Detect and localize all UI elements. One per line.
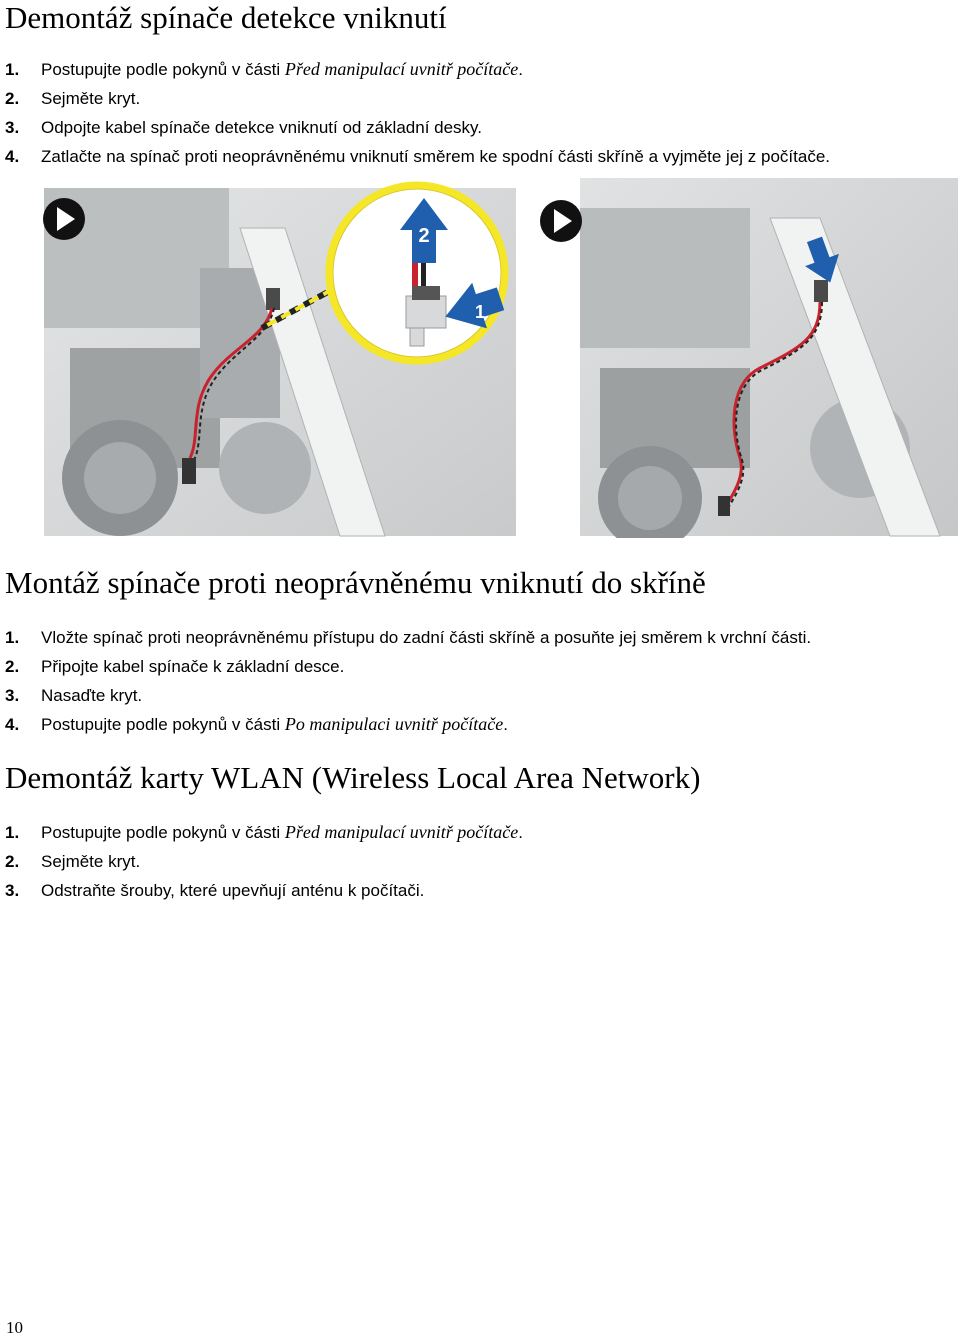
step-number: 1. xyxy=(5,60,20,79)
step-reference: Po manipulaci uvnitř počítače xyxy=(284,714,504,734)
step-text: Sejměte kryt. xyxy=(41,852,141,871)
section1-steps xyxy=(5,55,830,171)
step-text-end: . xyxy=(503,715,509,734)
step-text: Nasaďte kryt. xyxy=(41,686,143,705)
list-item xyxy=(5,652,811,681)
step-text: Postupujte podle pokynů v části xyxy=(41,823,285,842)
step-reference: Před manipulací uvnitř počítače xyxy=(284,822,519,842)
list-item xyxy=(5,84,830,113)
step-number: 3. xyxy=(5,881,20,900)
callout-1: 1 xyxy=(474,302,486,322)
list-item xyxy=(5,113,830,142)
step-text: Sejměte kryt. xyxy=(41,89,141,108)
list-item xyxy=(5,623,811,652)
step-text: Odpojte kabel spínače detekce vniknutí od základní desky. xyxy=(41,118,483,137)
section3-title: Demontáž karty WLAN (Wireless Local Area Network) xyxy=(5,760,701,795)
figure-illustration xyxy=(40,178,958,538)
play-icon xyxy=(540,200,582,242)
section3-steps xyxy=(5,818,523,905)
step-text: Připojte kabel spínače k základní desce. xyxy=(41,657,345,676)
section2-title: Montáž spínače proti neoprávněnému vniknutí do skříně xyxy=(5,565,706,600)
step-number: 2. xyxy=(5,89,20,108)
list-item xyxy=(5,818,523,847)
step-text-end: . xyxy=(518,60,524,79)
step-text: Postupujte podle pokynů v části xyxy=(41,715,285,734)
list-item xyxy=(5,142,830,171)
list-item xyxy=(5,681,811,710)
list-item xyxy=(5,847,523,876)
step-text: Postupujte podle pokynů v části xyxy=(41,60,285,79)
callout-2: 2 xyxy=(418,225,430,247)
step-number: 4. xyxy=(5,715,20,734)
intrusion-switch-figure xyxy=(40,178,958,538)
step-reference: Před manipulací uvnitř počítače xyxy=(284,59,519,79)
step-number: 2. xyxy=(5,657,20,676)
step-number: 3. xyxy=(5,686,20,705)
step-number: 3. xyxy=(5,118,20,137)
step-number: 2. xyxy=(5,852,20,871)
page-number: 10 xyxy=(6,1318,23,1337)
step-number: 1. xyxy=(5,823,20,842)
step-number: 4. xyxy=(5,147,20,166)
list-item xyxy=(5,55,830,84)
play-icon xyxy=(43,198,85,240)
step-text: Vložte spínač proti neoprávněnému přístupu do zadní části skříně a posuňte jej směrem k vrchní části. xyxy=(41,628,812,647)
step-text-end: . xyxy=(518,823,524,842)
chassis-right-panel xyxy=(580,178,958,538)
step-text: Zatlačte na spínač proti neoprávněnému vniknutí směrem ke spodní části skříně a vyjměte jej z počítače. xyxy=(41,147,830,166)
step-text: Odstraňte šrouby, které upevňují anténu k počítači. xyxy=(41,881,425,900)
list-item xyxy=(5,710,811,739)
list-item xyxy=(5,876,523,905)
section2-steps xyxy=(5,623,811,739)
step-number: 1. xyxy=(5,628,20,647)
section1-title: Demontáž spínače detekce vniknutí xyxy=(5,0,447,35)
